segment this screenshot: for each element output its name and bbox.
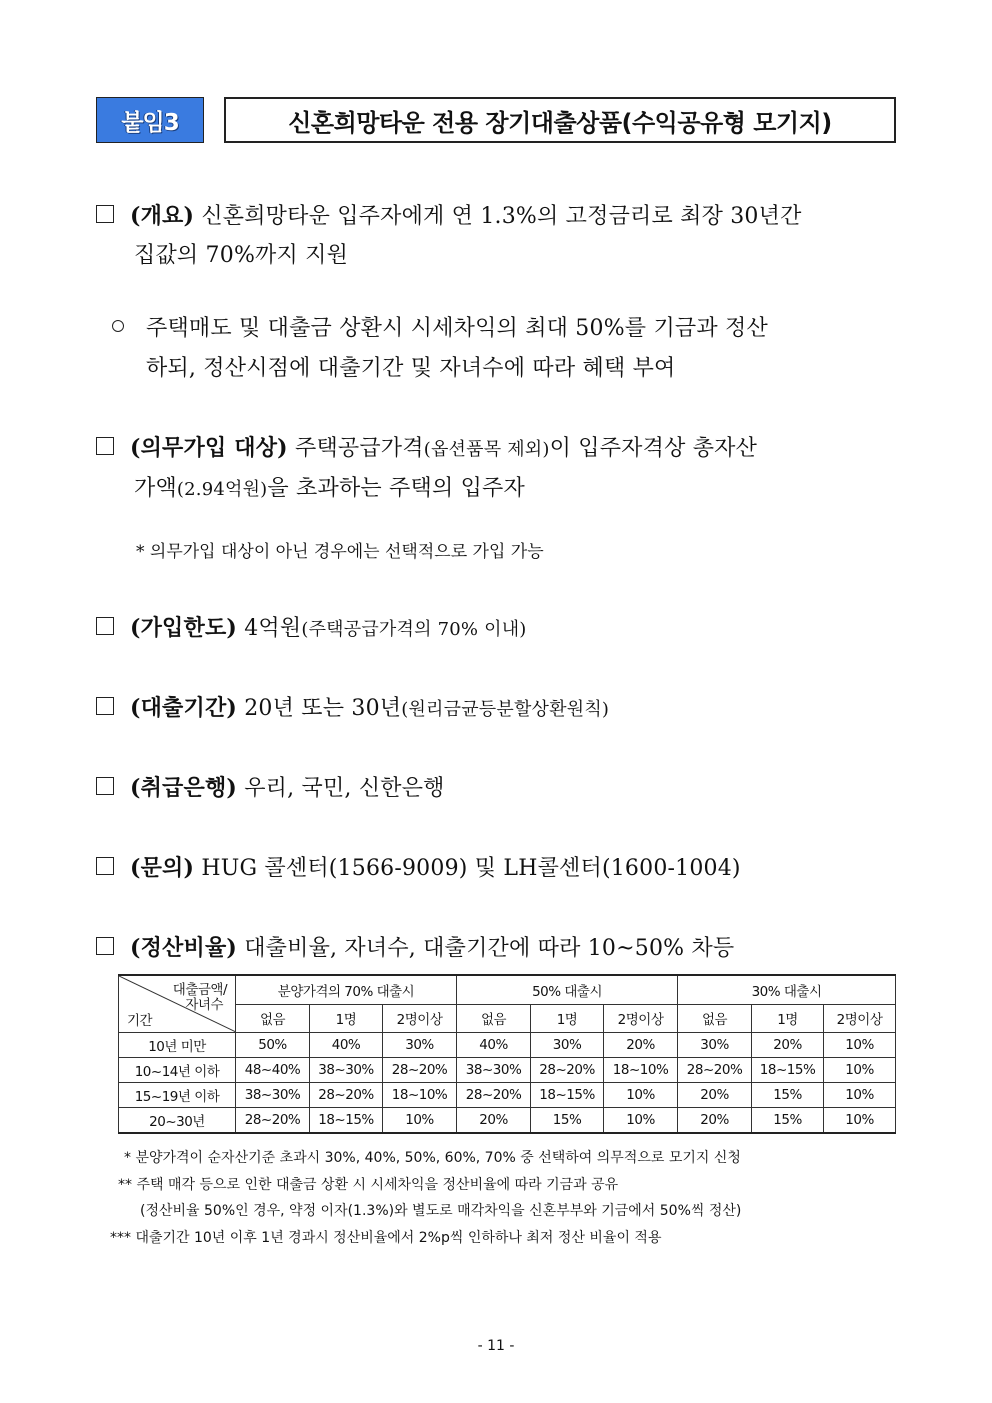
mandatory-note: * 의무가입 대상이 아닌 경우에는 선택적으로 가입 가능: [136, 542, 544, 562]
corner-mid-label: 자녀수: [185, 997, 223, 1013]
rate-cell: 30%: [383, 1033, 457, 1058]
checkbox-bullet-icon: [96, 777, 114, 795]
period-value: 20년 또는 30년: [244, 696, 402, 721]
rate-cell: 10%: [604, 1083, 678, 1108]
mandatory-label: (의무가입 대상): [130, 435, 288, 461]
rate-cell: 20%: [457, 1108, 531, 1134]
overview-sub-line2: 하되, 정산시점에 대출기간 및 자녀수에 따라 혜택 부여: [146, 356, 676, 381]
subheader-cell: 2명이상: [604, 1004, 678, 1032]
settlement-rate-table: [118, 974, 896, 1134]
mandatory-text1b: 이 입주자격상 총자산: [549, 436, 758, 461]
rate-cell: 40%: [310, 1033, 383, 1058]
subheader-cell: 2명이상: [824, 1004, 896, 1032]
footnote-2b: (정산비율 50%인 경우, 약정 이자(1.3%)와 별도로 매각차익을 신혼부부와 기금에서 50%씩 정산): [140, 1203, 742, 1219]
overview-line2: 집값의 70%까지 지원: [134, 243, 349, 268]
mandatory-text2-paren: (2.94억원): [176, 479, 268, 500]
attachment-tag: [96, 97, 204, 143]
period-line: [130, 691, 609, 722]
mandatory-line1: [130, 431, 757, 462]
footnote-2: ** 주택 매각 등으로 인한 대출금 상환 시 시세차익을 정산비율에 따라 기금과 공유: [118, 1177, 619, 1193]
rate-cell: 15%: [752, 1083, 824, 1108]
period-paren: (원리금균등분할상환원칙): [401, 699, 610, 720]
contact-label: (문의): [130, 855, 195, 881]
subheader-cell: 없음: [457, 1004, 531, 1032]
contact-value: HUG 콜센터(1566-9009) 및 LH콜센터(1600-1004): [201, 856, 741, 881]
rate-cell: 20%: [678, 1083, 752, 1108]
settlement-line: [130, 931, 734, 962]
mandatory-text2b: 을 초과하는 주택의 입주자: [267, 476, 525, 501]
group-header: 50% 대출시: [457, 975, 678, 1004]
rate-cell: 48~40%: [236, 1058, 310, 1083]
mandatory-text2a: 가액: [134, 476, 177, 501]
rate-cell: 18~10%: [383, 1083, 457, 1108]
table-row: [119, 1058, 896, 1083]
rate-cell: 20%: [678, 1108, 752, 1134]
table-header-row: [119, 975, 896, 1004]
page-number: - 11 -: [477, 1338, 515, 1354]
rate-cell: 15%: [531, 1108, 604, 1134]
corner-top-label: 대출금액/: [172, 982, 227, 998]
period-cell: 20~30년: [119, 1108, 236, 1134]
overview-line1: [130, 199, 802, 230]
overview-text1: 신혼희망타운 입주자에게 연 1.3%의 고정금리로 최장 30년간: [201, 204, 802, 229]
attachment-tag-text: 붙임3: [121, 109, 179, 136]
footnote-1: * 분양가격이 순자산기준 초과시 30%, 40%, 50%, 60%, 70% 중 선택하여 의무적으로 모기지 신청: [124, 1150, 741, 1166]
rate-cell: 15%: [752, 1108, 824, 1134]
rate-cell: 38~30%: [236, 1083, 310, 1108]
subheader-cell: 없음: [236, 1004, 310, 1032]
subheader-cell: 없음: [678, 1004, 752, 1032]
period-label: (대출기간): [130, 695, 238, 721]
overview-sub-line1: 주택매도 및 대출금 상환시 시세차익의 최대 50%를 기금과 정산: [146, 316, 768, 341]
subheader-cell: 1명: [310, 1004, 383, 1032]
rate-cell: 20%: [752, 1033, 824, 1058]
rate-cell: 20%: [604, 1033, 678, 1058]
footnote-3: *** 대출기간 10년 이후 1년 경과시 정산비율에서 2%p씩 인하하나 최저 정산 비율이 적용: [110, 1230, 662, 1246]
rate-cell: 18~15%: [531, 1083, 604, 1108]
banks-value: 우리, 국민, 신한은행: [244, 776, 445, 801]
subheader-cell: 2명이상: [383, 1004, 457, 1032]
limit-paren: (주택공급가격의 70% 이내): [301, 619, 527, 640]
rate-cell: 28~20%: [310, 1083, 383, 1108]
mandatory-text1-paren: (옵션품목 제외): [423, 439, 550, 460]
limit-value: 4억원: [244, 616, 302, 641]
rate-cell: 28~20%: [531, 1058, 604, 1083]
table-corner-cell: [119, 975, 236, 1033]
settlement-label: (정산비율): [130, 935, 238, 961]
rate-cell: 10%: [824, 1033, 896, 1058]
checkbox-bullet-icon: [96, 437, 114, 455]
checkbox-bullet-icon: [96, 205, 114, 223]
rate-cell: 10%: [824, 1108, 896, 1134]
rate-cell: 10%: [604, 1108, 678, 1134]
corner-bottom-label: 기간: [127, 1013, 153, 1029]
limit-label: (가입한도): [130, 615, 238, 641]
overview-label: (개요): [130, 203, 195, 229]
rate-cell: 38~30%: [310, 1058, 383, 1083]
rate-cell: 10%: [824, 1058, 896, 1083]
rate-cell: 50%: [236, 1033, 310, 1058]
page-title: 신혼희망타운 전용 장기대출상품(수익공유형 모기지): [288, 108, 832, 137]
mandatory-text1a: 주택공급가격: [295, 436, 424, 461]
rate-cell: 30%: [678, 1033, 752, 1058]
rate-cell: 28~20%: [457, 1083, 531, 1108]
checkbox-bullet-icon: [96, 937, 114, 955]
group-header: 분양가격의 70% 대출시: [236, 975, 457, 1004]
banks-line: [130, 771, 445, 802]
checkbox-bullet-icon: [96, 857, 114, 875]
rate-cell: 10%: [824, 1083, 896, 1108]
rate-cell: 18~15%: [310, 1108, 383, 1134]
period-cell: 10~14년 이하: [119, 1058, 236, 1083]
rate-cell: 18~10%: [604, 1058, 678, 1083]
table-row: [119, 1033, 896, 1058]
contact-line: [130, 851, 741, 882]
rate-cell: 30%: [531, 1033, 604, 1058]
rate-cell: 10%: [383, 1108, 457, 1134]
limit-line: [130, 611, 527, 642]
group-header: 30% 대출시: [678, 975, 896, 1004]
rate-cell: 28~20%: [678, 1058, 752, 1083]
settlement-value: 대출비율, 자녀수, 대출기간에 따라 10~50% 차등: [244, 936, 735, 961]
banks-label: (취급은행): [130, 775, 238, 801]
subheader-cell: 1명: [531, 1004, 604, 1032]
table-row: [119, 1083, 896, 1108]
period-cell: 10년 미만: [119, 1033, 236, 1058]
rate-cell: 38~30%: [457, 1058, 531, 1083]
title-box: [224, 97, 896, 143]
circle-bullet-icon: [112, 320, 124, 332]
checkbox-bullet-icon: [96, 617, 114, 635]
rate-cell: 28~20%: [383, 1058, 457, 1083]
checkbox-bullet-icon: [96, 697, 114, 715]
rate-cell: 40%: [457, 1033, 531, 1058]
rate-cell: 28~20%: [236, 1108, 310, 1134]
subheader-cell: 1명: [752, 1004, 824, 1032]
mandatory-line2: [134, 471, 525, 502]
period-cell: 15~19년 이하: [119, 1083, 236, 1108]
table-row: [119, 1108, 896, 1134]
rate-cell: 18~15%: [752, 1058, 824, 1083]
